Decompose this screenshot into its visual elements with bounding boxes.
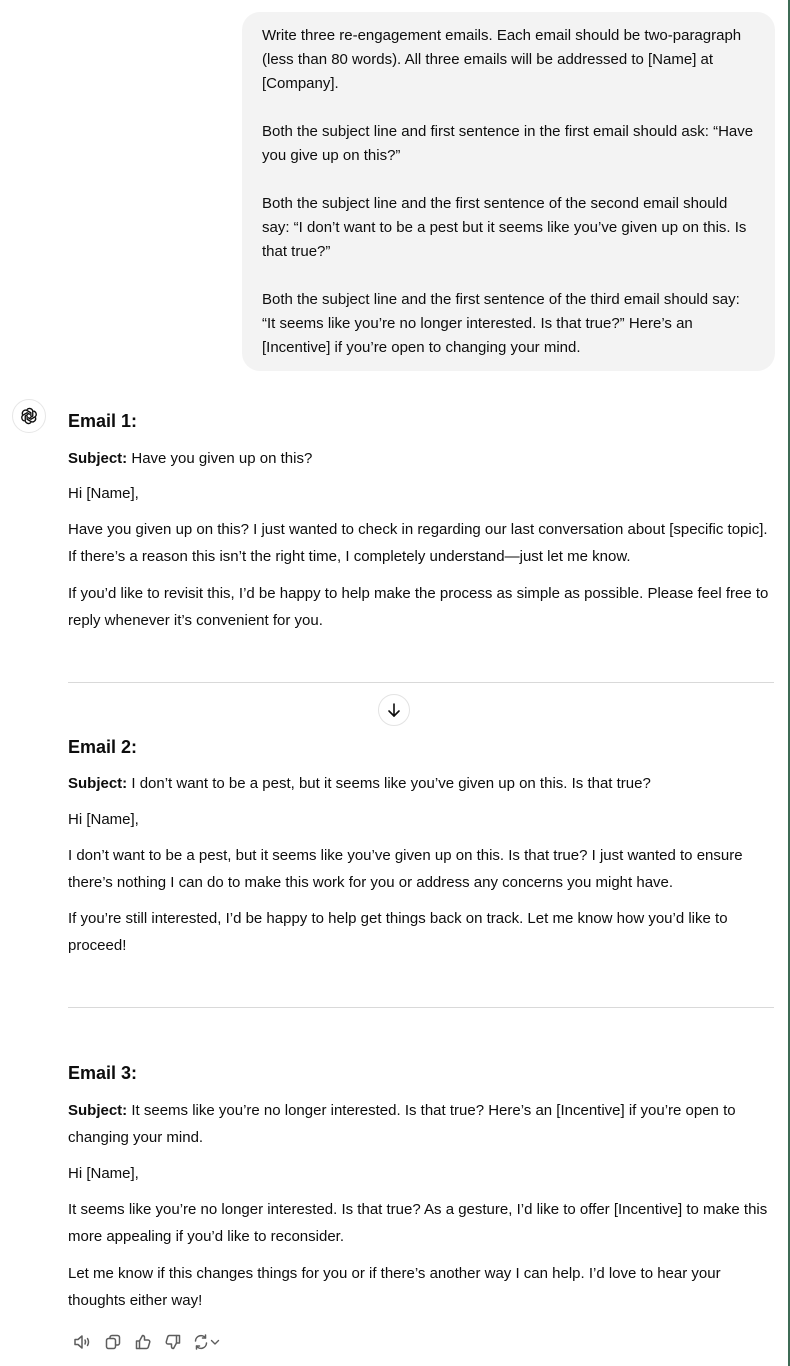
email-2-subject (68, 770, 774, 797)
email-1-subject (68, 445, 774, 472)
thumbs-down-icon (164, 1333, 182, 1351)
subject-text: I don’t want to be a pest, but it seems like you’ve given up on this. Is that true? (127, 775, 651, 792)
openai-logo-icon (19, 406, 39, 426)
email-1-paragraph-1: Have you given up on this? I just wanted to check in regarding our last conversation about [specific topic]. If there’s a reason this isn’t the right time, I completely understand—just let me know. (68, 521, 768, 565)
arrow-down-icon (387, 702, 401, 718)
email-2-paragraph-2: If you’re still interested, I’d be happy to help get things back on track. Let me know how you’d like to proceed! (68, 910, 728, 954)
regenerate-button[interactable] (188, 1330, 224, 1354)
user-message-bubble (242, 12, 775, 371)
subject-text: It seems like you’re no longer interested. Is that true? Here’s an [Incentive] if you’re open to changing your mind. (68, 1102, 736, 1146)
email-1-paragraph-2: If you’d like to revisit this, I’d be happy to help make the process as simple as possible. Please feel free to reply whenever it’s convenient for you. (68, 585, 769, 629)
email-1-greeting: Hi [Name], (68, 485, 139, 502)
email-1-title: Email 1: (68, 411, 138, 431)
user-message-paragraph: Write three re-engagement emails. Each email should be two-paragraph (less than 80 words). All three emails will be addressed to [Name] at [Company]. (262, 27, 742, 92)
scroll-to-bottom-button[interactable] (378, 694, 410, 726)
subject-text: Have you given up on this? (127, 450, 313, 467)
email-3-paragraph-1: It seems like you’re no longer interested. Is that true? As a gesture, I’d like to offer [Incentive] to make this more appealing if you’d like to reconsider. (68, 1201, 768, 1245)
email-2-title: Email 2: (68, 737, 138, 757)
message-actions (68, 1330, 224, 1354)
refresh-icon (192, 1333, 210, 1351)
email-3-paragraph-2: Let me know if this changes things for you or if there’s another way I can help. I’d love to hear your thoughts either way! (68, 1265, 721, 1309)
copy-button[interactable] (98, 1330, 128, 1354)
email-3-greeting: Hi [Name], (68, 1165, 139, 1182)
copy-icon (104, 1333, 122, 1351)
good-response-button[interactable] (128, 1330, 158, 1354)
chevron-down-icon (210, 1338, 220, 1346)
subject-label: Subject: (68, 775, 128, 792)
user-message-paragraph: Both the subject line and first sentence in the first email should ask: “Have you give up on this?” (262, 123, 754, 164)
user-message-paragraph: Both the subject line and the first sentence of the third email should say: “It seems like you’re no longer interested. Is that true?” Here’s an [Incentive] if you’re open to changing your mind. (262, 291, 740, 356)
bad-response-button[interactable] (158, 1330, 188, 1354)
subject-label: Subject: (68, 1102, 128, 1119)
read-aloud-button[interactable] (68, 1330, 98, 1354)
section-divider (68, 1007, 774, 1008)
thumbs-up-icon (134, 1333, 152, 1351)
email-3-title: Email 3: (68, 1063, 138, 1083)
email-2-greeting: Hi [Name], (68, 811, 139, 828)
assistant-avatar (12, 399, 46, 433)
email-3-subject (68, 1097, 774, 1151)
email-2-paragraph-1: I don’t want to be a pest, but it seems like you’ve given up on this. Is that true? I just wanted to ensure there’s nothing I can do to make this work for you or address any concerns you might have. (68, 847, 743, 891)
subject-label: Subject: (68, 450, 128, 467)
speaker-icon (73, 1334, 93, 1350)
section-divider (68, 682, 774, 683)
user-message-paragraph: Both the subject line and the first sentence of the second email should say: “I don’t want to be a pest but it seems like you’ve given up on this. Is that true?” (262, 195, 747, 260)
